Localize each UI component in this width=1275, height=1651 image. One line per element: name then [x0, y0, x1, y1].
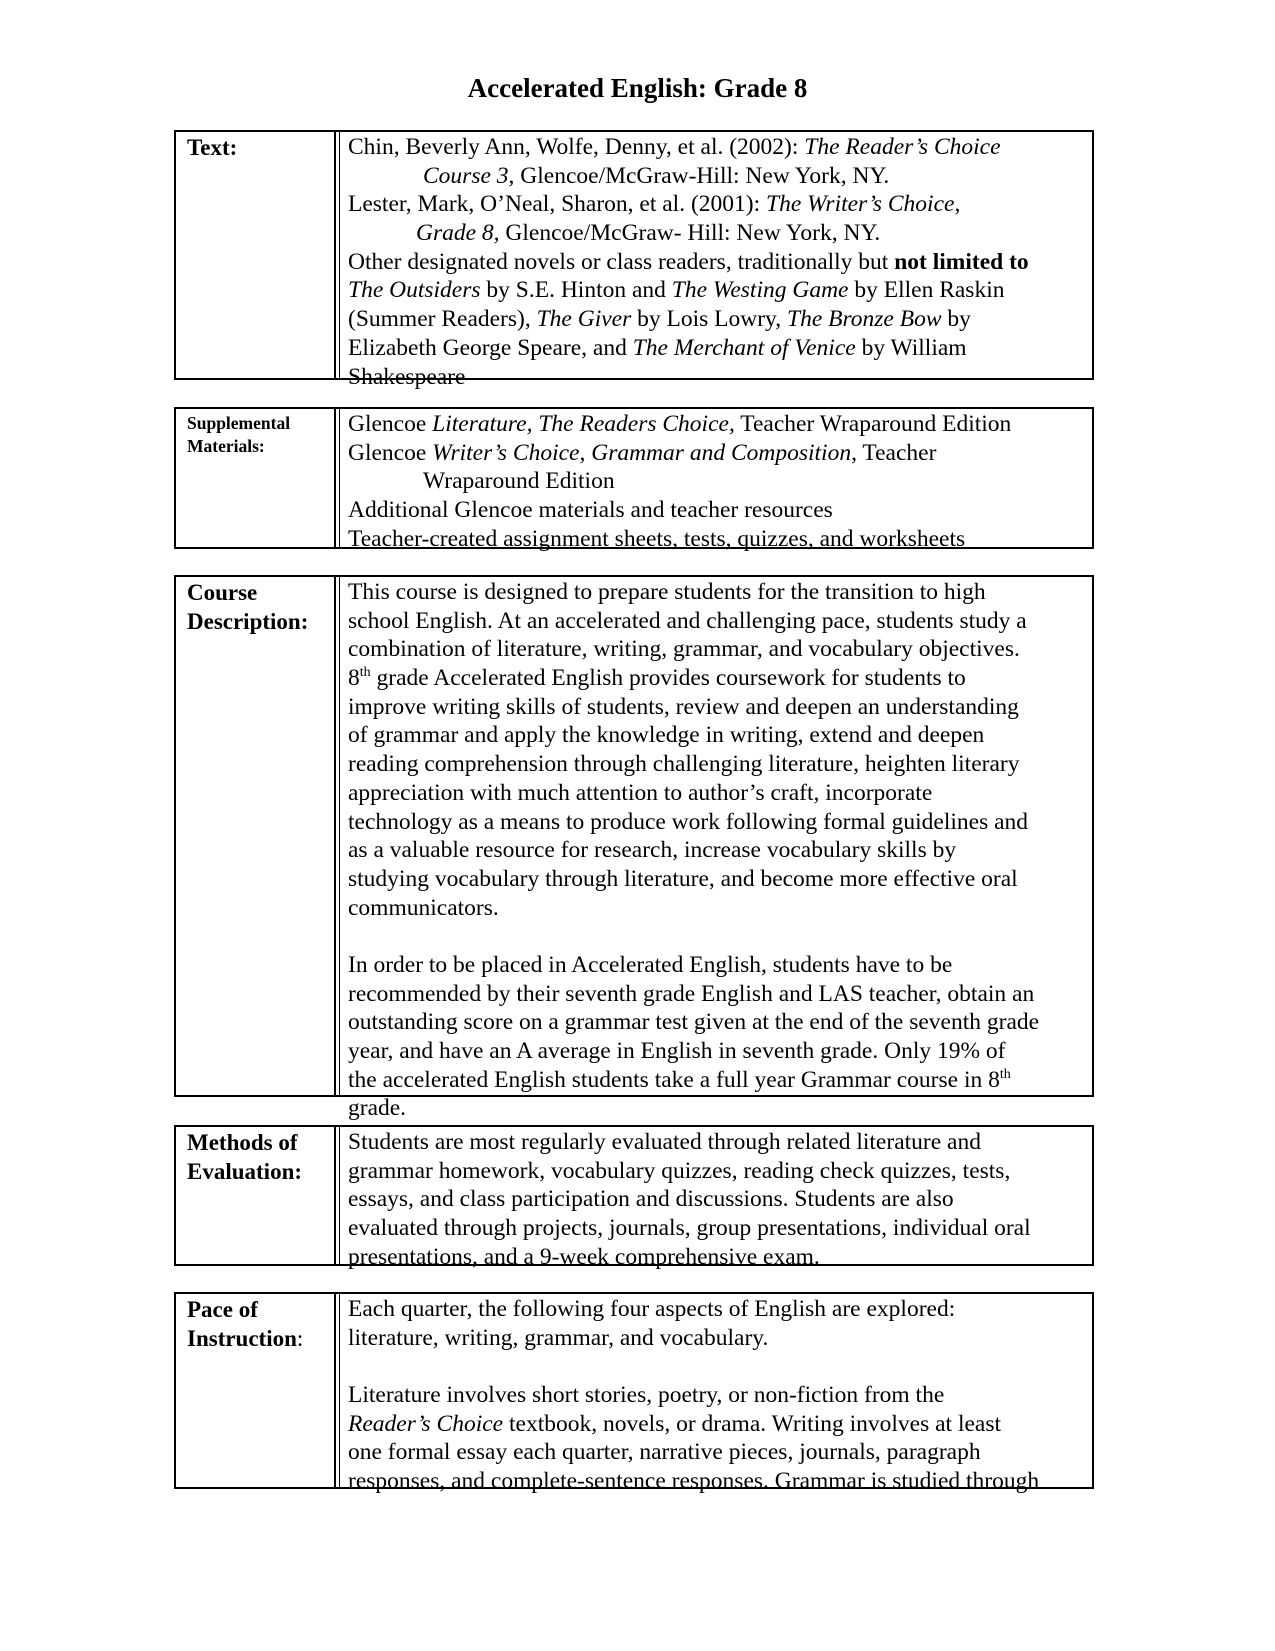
text-line: Elizabeth George Speare, and The Merchant of Venice by William	[348, 334, 967, 361]
description-line: reading comprehension through challenging literature, heighten literary	[348, 751, 1020, 778]
text-line: Lester, Mark, O’Neal, Sharon, et al. (2001): The Writer’s Choice,	[348, 191, 961, 218]
methods-line: evaluated through projects, journals, group presentations, individual oral	[348, 1215, 1031, 1242]
text-line: Chin, Beverly Ann, Wolfe, Denny, et al. (2002): The Reader’s Choice	[348, 134, 1001, 160]
text-content	[339, 132, 1092, 391]
methods-line: presentations, and a 9-week comprehensive exam.	[348, 1243, 820, 1270]
description-line: of grammar and apply the knowledge in writing, extend and deepen	[348, 722, 985, 749]
supplemental-content	[339, 409, 1092, 553]
methods-line: Students are most regularly evaluated through related literature and	[348, 1129, 981, 1155]
description-line: In order to be placed in Accelerated English, students have to be	[348, 951, 953, 978]
pace-content	[339, 1294, 1092, 1496]
methods-label: Methods of Evaluation:	[176, 1127, 336, 1264]
pace-line: one formal essay each quarter, narrative pieces, journals, paragraph	[348, 1439, 981, 1466]
pace-section	[174, 1292, 1094, 1495]
description-line: communicators.	[348, 894, 499, 921]
pace-line: responses, and complete-sentence responses. Grammar is studied through	[348, 1468, 1040, 1495]
supplemental-line: Glencoe Writer’s Choice, Grammar and Composition, Teacher	[348, 439, 937, 466]
supplemental-line: Teacher-created assignment sheets, tests, quizzes, and worksheets	[348, 525, 966, 552]
pace-label: Pace of Instruction:	[176, 1294, 336, 1487]
supplemental-line: Wraparound Edition	[423, 468, 615, 495]
text-line: Other designated novels or class readers, traditionally but not limited to	[348, 248, 1029, 275]
methods-line: essays, and class participation and discussions. Students are also	[348, 1186, 954, 1213]
description-line: year, and have an A average in English in seventh grade. Only 19% of	[348, 1038, 1006, 1064]
pace-line: Literature involves short stories, poetry, or non-fiction from the	[348, 1382, 945, 1409]
pace-line: Reader’s Choice textbook, novels, or drama. Writing involves at least	[348, 1410, 1002, 1437]
text-line: The Outsiders by S.E. Hinton and The Westing Game by Ellen Raskin	[348, 277, 1005, 304]
text-section	[174, 130, 1094, 390]
course-description-section	[174, 575, 1094, 1122]
supplemental-line: Additional Glencoe materials and teacher resources	[348, 497, 833, 524]
course-description-content	[339, 577, 1092, 1123]
description-line: technology as a means to produce work following formal guidelines and	[348, 808, 1029, 835]
pace-line: literature, writing, grammar, and vocabulary.	[348, 1324, 769, 1351]
description-line: This course is designed to prepare students for the transition to high	[348, 579, 986, 605]
document-title: Accelerated English: Grade 8	[467, 73, 808, 103]
description-line: appreciation with much attention to author’s craft, incorporate	[348, 779, 933, 806]
text-line: Course 3, Glencoe/McGraw-Hill: New York, NY.	[423, 162, 890, 189]
text-line: (Summer Readers), The Giver by Lois Lowry, The Bronze Bow by	[348, 306, 971, 333]
text-line: Grade 8, Glencoe/McGraw- Hill: New York, NY.	[416, 220, 881, 247]
pace-line: Each quarter, the following four aspects of English are explored:	[348, 1296, 956, 1322]
supplemental-line: Glencoe Literature, The Readers Choice, Teacher Wraparound Edition	[348, 411, 1012, 437]
description-line: recommended by their seventh grade English and LAS teacher, obtain an	[348, 980, 1035, 1007]
description-line: 8th grade Accelerated English provides coursework for students to	[348, 665, 966, 692]
methods-section	[174, 1125, 1094, 1270]
description-line: combination of literature, writing, grammar, and vocabulary objectives.	[348, 636, 1020, 663]
course-description-label: Course Description:	[176, 577, 336, 1095]
description-line: grade.	[348, 1095, 407, 1122]
text-label	[176, 132, 336, 378]
description-line: studying vocabulary through literature, and become more effective oral	[348, 865, 1018, 892]
supplemental-label: Supplemental Materials:	[176, 409, 336, 547]
description-line: outstanding score on a grammar test given at the end of the seventh grade	[348, 1009, 1040, 1036]
text-label-text: Text:	[187, 135, 238, 160]
description-line: as a valuable resource for research, increase vocabulary skills by	[348, 837, 957, 864]
description-line: the accelerated English students take a full year Grammar course in 8th	[348, 1066, 1011, 1093]
text-line: Shakespeare	[348, 363, 466, 390]
methods-content	[339, 1127, 1092, 1271]
description-line: improve writing skills of students, review and deepen an understanding	[348, 693, 1019, 720]
supplemental-section	[174, 407, 1094, 552]
description-line: school English. At an accelerated and challenging pace, students study a	[348, 607, 1027, 634]
methods-line: grammar homework, vocabulary quizzes, reading check quizzes, tests,	[348, 1157, 1011, 1184]
